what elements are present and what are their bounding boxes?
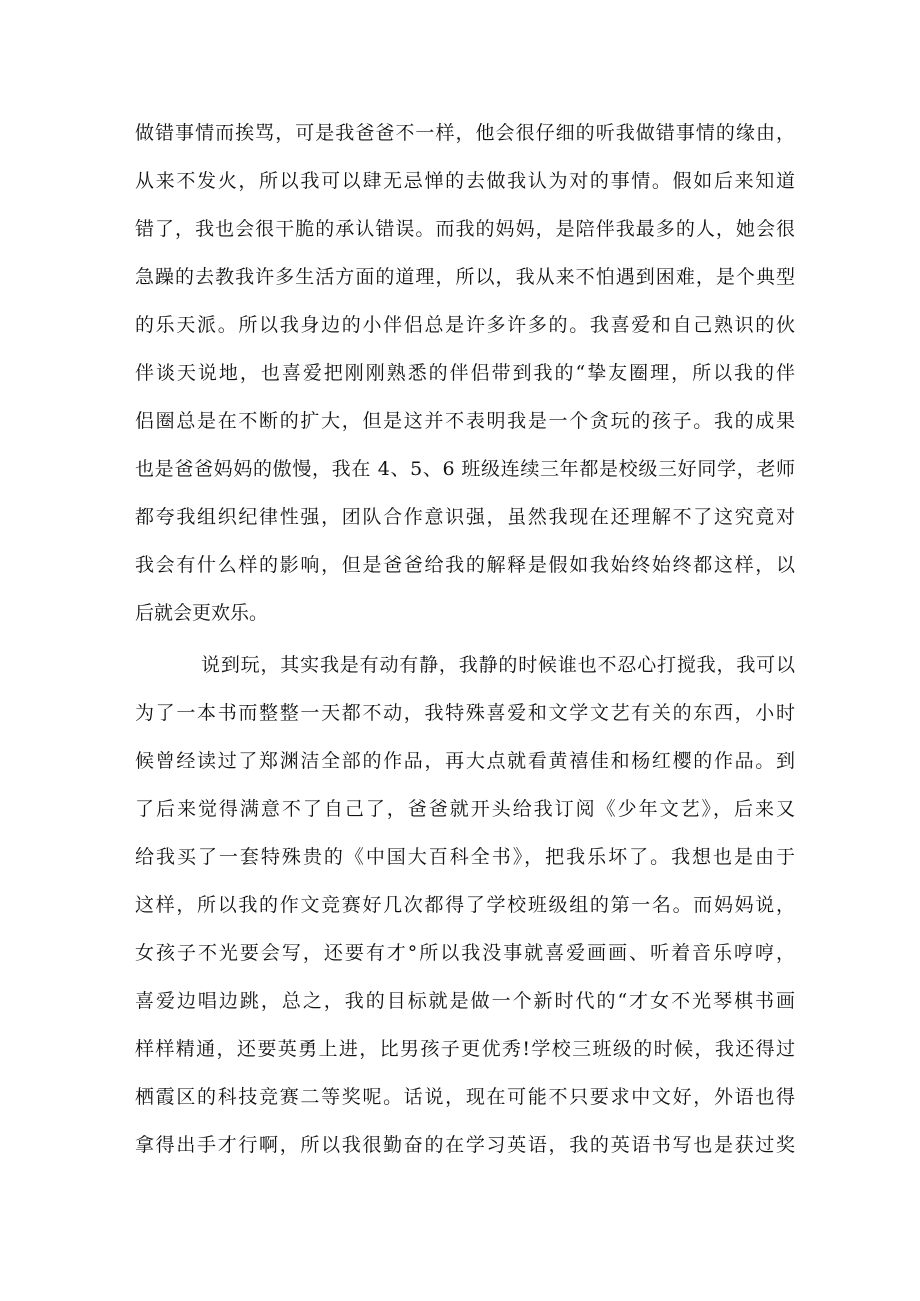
text-line: 栖霞区的科技竞赛二等奖呢。话说，现在可能不只要求中文好，外语也得 xyxy=(135,1086,795,1108)
text-line: 的乐天派。所以我身边的小伴侣总是许多许多的。我喜爱和自己熟识的伙 xyxy=(135,314,795,336)
text-line: 也是爸爸妈妈的傲慢，我在 4、5、6 班级连续三年都是校级三好同学，老师 xyxy=(135,458,795,480)
text-line: 喜爱边唱边跳，总之，我的目标就是做一个新时代的“才女不光琴棋书画 xyxy=(135,990,795,1012)
text-line: 候曾经读过了郑渊洁全部的作品，再大点就看黄禧佳和杨红樱的作品。到 xyxy=(135,750,795,772)
text-line: 侣圈总是在不断的扩大，但是这并不表明我是一个贪玩的孩子。我的成果 xyxy=(135,410,795,432)
text-line: 后就会更欢乐。 xyxy=(135,602,269,624)
text-line: 从来不发火，所以我可以肆无忌惮的去做我认为对的事情。假如后来知道 xyxy=(135,170,795,192)
text-line: 为了一本书而整整一天都不动，我特殊喜爱和文学文艺有关的东西，小时 xyxy=(135,702,795,724)
text-line: 女孩子不光要会写，还要有才°所以我没事就喜爱画画、听着音乐哼哼， xyxy=(135,942,795,964)
text-line: 这样，所以我的作文竞赛好几次都得了学校班级组的第一名。而妈妈说， xyxy=(135,894,795,916)
text-line: 说到玩，其实我是有动有静，我静的时候谁也不忍心打搅我，我可以 xyxy=(201,654,795,676)
text-line: 伴谈天说地，也喜爱把刚刚熟悉的伴侣带到我的“挚友圈理，所以我的伴 xyxy=(135,362,795,384)
text-line: 样样精通，还要英勇上进，比男孩子更优秀!学校三班级的时候，我还得过 xyxy=(135,1038,795,1060)
text-line: 我会有什么样的影响，但是爸爸给我的解释是假如我始终始终都这样，以 xyxy=(135,554,795,576)
text-line: 都夸我组织纪律性强，团队合作意识强，虽然我现在还理解不了这究竟对 xyxy=(135,506,795,528)
text-line: 错了，我也会很干脆的承认错误。而我的妈妈，是陪伴我最多的人，她会很 xyxy=(135,218,795,240)
text-line: 了后来觉得满意不了自己了，爸爸就开头给我订阅《少年文艺》，后来又 xyxy=(135,798,795,820)
text-line: 拿得出手才行啊，所以我很勤奋的在学习英语，我的英语书写也是获过奖 xyxy=(135,1134,795,1156)
text-line: 急躁的去教我许多生活方面的道理，所以，我从来不怕遇到困难，是个典型 xyxy=(135,266,795,288)
text-line: 给我买了一套特殊贵的《中国大百科全书》，把我乐坏了。我想也是由于 xyxy=(135,846,795,868)
text-line: 做错事情而挨骂，可是我爸爸不一样，他会很仔细的听我做错事情的缘由， xyxy=(135,122,795,144)
